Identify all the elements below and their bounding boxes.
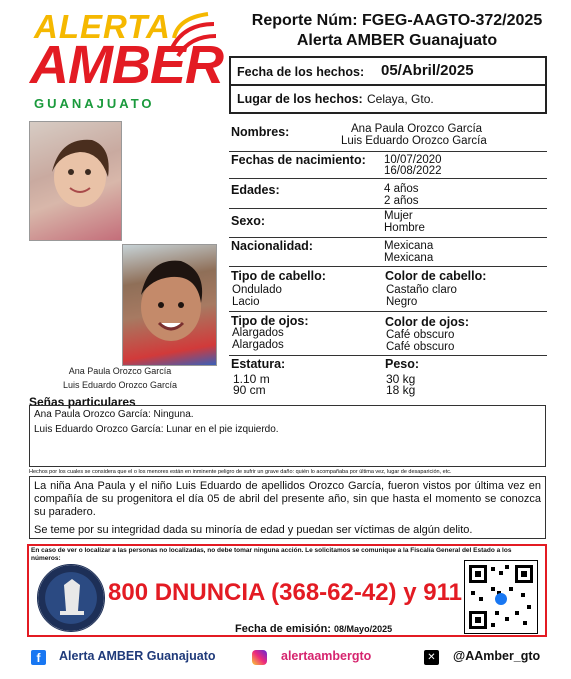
- alerta-amber-logo: [30, 8, 223, 118]
- date-value: 05/Abril/2025: [381, 62, 474, 79]
- place-box: [229, 86, 547, 114]
- contact-instructions: En caso de ver o localizar a las personas no localizadas, no debe tomar ninguna acción. Le solicitamos se comunique a la Fiscalía General del Estado a los números:: [31, 547, 512, 562]
- place-value: Celaya, Gto.: [367, 92, 434, 106]
- logo-guanajuato-text: GUANAJUATO: [34, 96, 155, 111]
- emision-date: [235, 623, 392, 635]
- nacimiento-label: Fechas de nacimiento:: [231, 153, 366, 167]
- nacimiento-value-2: 16/08/2022: [384, 165, 442, 177]
- date-label: Fecha de los hechos:: [237, 65, 365, 79]
- x-icon[interactable]: ✕: [424, 650, 439, 665]
- report-subtitle: Alerta AMBER Guanajuato: [296, 32, 498, 49]
- color-ojos-value-1: Café obscuro: [386, 329, 455, 341]
- peso-value-2: 18 kg: [386, 383, 416, 397]
- nacionalidad-label: Nacionalidad:: [231, 239, 313, 253]
- row-edades: [229, 179, 547, 209]
- emision-value: 08/Mayo/2025: [334, 624, 393, 634]
- senas-line-2: Luis Eduardo Orozco García: Lunar en el pie izquierdo.: [34, 424, 279, 435]
- nacionalidad-value-2: Mexicana: [384, 252, 434, 264]
- row-ojos: [229, 312, 547, 356]
- senas-box: [29, 405, 546, 467]
- peso-value-1: 30 kg: [386, 372, 416, 386]
- edades-value-2: 2 años: [384, 195, 419, 207]
- estatura-value-1: 1.10 m: [233, 372, 270, 386]
- color-ojos-value-2: Café obscuro: [386, 341, 455, 353]
- date-box: [229, 56, 547, 86]
- emision-label: Fecha de emisión:: [235, 623, 331, 635]
- place-label: Lugar de los hechos:: [237, 92, 363, 106]
- edades-value-1: 4 años: [384, 183, 419, 195]
- peso-label: Peso:: [385, 357, 420, 371]
- tipo-ojos-value-1: Alargados: [232, 327, 284, 339]
- instagram-link[interactable]: alertaambergto: [281, 649, 372, 663]
- row-nacionalidad: [229, 238, 547, 267]
- nacionalidad-value-1: Mexicana: [384, 240, 434, 252]
- x-link[interactable]: @AAmber_gto: [453, 649, 541, 663]
- photo-luis-eduardo: [122, 244, 217, 366]
- senas-title: Señas particulares: [29, 395, 136, 409]
- qr-code-icon[interactable]: [464, 560, 538, 634]
- tipo-cabello-value-2: Lacio: [232, 296, 260, 308]
- tipo-cabello-label: Tipo de cabello:: [231, 269, 326, 283]
- photo-ana-paula: [29, 121, 122, 241]
- row-nombres: [229, 119, 547, 152]
- story-paragraph-2: Se teme por su integridad dada su minoría de edad y puedan ser víctimas de algún delito.: [34, 524, 473, 536]
- fiscalia-seal-icon: [37, 564, 105, 632]
- tipo-ojos-value-2: Alargados: [232, 339, 284, 351]
- nombres-value-1: Ana Paula Orozco García: [351, 123, 483, 135]
- nacimiento-value-1: 10/07/2020: [384, 154, 442, 166]
- row-sexo: [229, 209, 547, 238]
- estatura-label: Estatura:: [231, 357, 286, 371]
- row-nacimiento: [229, 152, 547, 179]
- color-cabello-value-2: Negro: [386, 296, 418, 308]
- caption-luis-eduardo: Luis Eduardo Orozco García: [62, 380, 178, 390]
- instagram-icon[interactable]: [252, 650, 267, 665]
- edades-label: Edades:: [231, 183, 280, 197]
- hechos-note: Hechos por los cuales se considera que el o los menores están en inminente peligro de sufrir un grave daño: quién lo acompañaba por última vez, lugar de desaparición, etc.: [29, 469, 452, 475]
- sexo-value-2: Hombre: [384, 222, 425, 234]
- estatura-value-2: 90 cm: [233, 383, 266, 397]
- color-ojos-label: Color de ojos:: [385, 315, 470, 329]
- facebook-icon[interactable]: f: [31, 650, 46, 665]
- nombres-label: Nombres:: [231, 125, 290, 139]
- sexo-value-1: Mujer: [384, 210, 413, 222]
- sexo-label: Sexo:: [231, 214, 266, 228]
- color-cabello-value-1: Castaño claro: [386, 284, 457, 296]
- senas-line-1: Ana Paula Orozco García: Ninguna.: [34, 409, 194, 420]
- contact-phone[interactable]: 800 DNUNCIA (368-62-42) y 911: [108, 579, 462, 606]
- tipo-cabello-value-1: Ondulado: [232, 284, 282, 296]
- story-box: [29, 476, 546, 539]
- logo-arc-icon: [168, 10, 218, 60]
- logo-amber-text: AMBER: [30, 35, 223, 95]
- tipo-ojos-label: Tipo de ojos:: [231, 314, 309, 328]
- color-cabello-label: Color de cabello:: [385, 269, 487, 283]
- nombres-value-2: Luis Eduardo Orozco García: [341, 135, 487, 147]
- story-paragraph-1: La niña Ana Paula y el niño Luis Eduardo de apellidos Orozco García, fueron vistos por última vez en compañía de su progenitora el día 05 de abril del presente año, sin que hasta el momento se conozca su paradero.: [34, 480, 541, 518]
- report-number: Reporte Núm: FGEG-AAGTO-372/2025: [251, 12, 543, 29]
- facebook-link[interactable]: Alerta AMBER Guanajuato: [59, 649, 216, 663]
- logo-alerta-text: ALERTA: [34, 8, 171, 45]
- row-estatura-peso: [229, 356, 547, 396]
- caption-ana-paula: Ana Paula Orozco García: [68, 366, 172, 376]
- row-cabello: [229, 267, 547, 312]
- report-header: [232, 11, 562, 51]
